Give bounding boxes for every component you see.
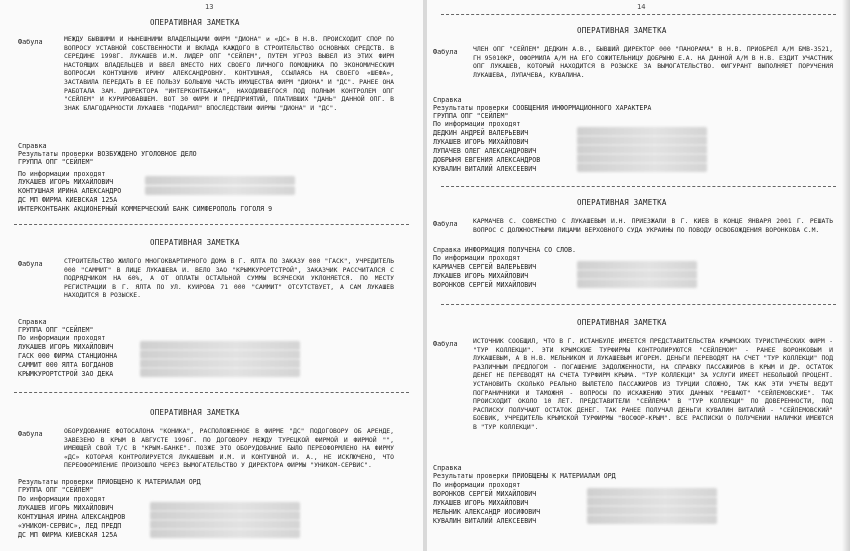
fabula-label: Фабула [433,340,458,348]
result-line: Результаты проверки СООБЩЕНИЯ ИНФОРМАЦИОННОГО ХАРАКТЕРА [433,104,652,112]
person-line: МЕЛЬНИК АЛЕКСАНДР ИОСИФОВИЧ [433,508,541,516]
memo-text: СТРОИТЕЛЬСТВО ЖИЛОГО МНОГОКВАРТИРНОГО ДОМА В Г. ЯЛТА ПО ЗАКАЗУ 000 "ГАСК", УЧРЕДИТЕЛЬ 000 "САММИТ" В ЛИЦЕ ЛУКАШЕВА И. ВЕЛО ЗАО "КРЫМКУРОРТСТРОЙ", ЗАКАЗЧИК РАССЧИТАЛСЯ С ПОДРЯДЧИКОМ НА 60%, А ОТ ОПЛАТЫ ОСТАЛЬНОЙ СУММЫ ВСЯЧЕСКИ УКЛОНЯЕТСЯ. ПО МЕСТУ РЕГИСТРАЦИИ В Г. ЯЛТА ПО УЛ. КУИРОВА 71 000 "САММИТ" ОТСУТСТВУЕТ, А САМ ЛУКАШЕВ НАХОДИТСЯ В РОЗЫСКЕ. [64,257,394,300]
info-line: По информации проходят [433,481,521,489]
spravka-label: Справка [433,464,462,472]
memo-title: ОПЕРАТИВНАЯ ЗАМЕТКА [150,18,240,27]
scan-edge-shadow [842,0,850,551]
person-line: КАРМАЧЕВ СЕРГЕЙ ВАЛЕРЬЕВИЧ [433,263,537,271]
redaction-blur [577,154,707,163]
redaction-blur [150,511,300,520]
memo-title: ОПЕРАТИВНАЯ ЗАМЕТКА [577,318,667,327]
redaction-blur [577,261,697,270]
redaction-blur [145,176,295,185]
memo-text: ОБОРУДОВАНИЕ ФОТОСАЛОНА "КОНИКА", РАСПОЛОЖЕННОЕ В ФИРМЕ "ДС" ПОДОГОВОРУ ОБ АРЕНДЕ, ЗАВЕЗЕНО В КРЫМ В АВГУСТЕ 1996Г. ПО ДОГОВОРУ МЕЖДУ ТУРЕЦКОЙ ФИРМОЙ И ФИРМОЙ "", ИМЕЮЩЕЙ СВОЙ Т/С В "КРЫМ-БАНКЕ". ПОЗЖЕ ЭТО ОБОРУДОВАНИЕ БЫЛО ПЕРЕОФОРМЛЕНО НА ФИРМУ «ДС» КОТОРАЯ КОНТРОЛИРУЕТСЯ ЛУКАШЕВЫМ И.М. И КОНТУШНОЙ И. А., НЕ ИСКЛЮЧЕНО, ЧТО ПЕРЕОФОРМЛЕНИЕ ПРОИЗОШЛО ЧЕРЕЗ ВЫМОГАТЕЛЬСТВО У ДИРЕКТОРА ФИРМЫ "УНИКОМ-СЕРВИС". [64,427,394,470]
redaction-blur [140,350,300,359]
memo-title: ОПЕРАТИВНАЯ ЗАМЕТКА [150,238,240,247]
person-line: КОНТУШНАЯ ИРИНА АЛЕКСАНДРО [18,187,122,195]
group-line: ГРУППА ОПГ "СЕЙЛЕМ" [18,326,94,334]
info-line: По информации проходят [18,170,106,178]
entity-line: КРЫМКУРОРТСТРОЙ ЗАО ДЕКА [18,370,114,378]
entity-line: ГАСК 000 ФИРМА СТАНЦИОННА [18,352,118,360]
entity-line: САММИТ 000 ЯЛТА БОГДАНОВ [18,361,114,369]
group-line: ГРУППА ОПГ "СЕЙЛЕМ" [18,486,94,494]
spravka-label: Справка [18,318,47,326]
person-line: ЛУКАШЕВ ИГОРЬ МИХАЙЛОВИЧ [433,272,529,280]
group-line: ГРУППА ОПГ "СЕЙЛЕМ" [433,112,509,120]
spravka-label: Справка [18,142,47,150]
person-line: ЛУКАШЕВ ИГОРЬ МИХАЙЛОВИЧ [433,138,529,146]
memo-separator [14,392,409,393]
info-line: По информации проходят [18,495,106,503]
redaction-blur [587,506,717,515]
person-line: КУВАЛИН ВИТАЛИЙ АЛЕКСЕЕВИЧ [433,517,537,525]
person-line: ДОБРЫНЯ ЕВГЕНИЯ АЛЕКСАНДРОВ [433,156,541,164]
fabula-label: Фабула [18,260,43,268]
fabula-label: Фабула [18,38,43,46]
person-line: ВОРОНКОВ СЕРГЕЙ МИХАЙЛОВИЧ [433,490,537,498]
memo-text: КАРМАЧЕВ С. СОВМЕСТНО С ЛУКАШЕВЫМ И.Н. ПРИЕЗЖАЛИ В Г. КИЕВ В КОНЦЕ ЯНВАРЯ 2001 Г. РЕШАТЬ ВОПРОС С ДОЛЖНОСТНЫМИ ЛИЦАМИ ВЕРХОВНОГО СУДА УКРАИНЫ ПО ПОВОДУ ОСВОБОЖДЕНИЯ ВОРОНКОВА С.М. [473,217,833,234]
memo-text: ЧЛЕН ОПГ "СЕЙЛЕМ" ДЕДКИН А.В., БЫВШИЙ ДИРЕКТОР 000 "ПАНОРАМА" В Н.В. ПРИОБРЕЛ А/М БМВ-3521, ГН 95010КР, ОФОРМИЛА А/М НА ЕГО СОЖИТЕЛЬНИЦУ ДОБРЫНЮ Е.А. НА ДАННОЙ А/М В Н.В. ЕЗДИТ УЧАСТНИК ОПГ ЛУКАШЕВ, КОТОРЫЙ НАХОДИТСЯ В РОЗЫСКЕ ЗА ВЫМОГАТЕЛЬСТВО. ФИГУРАНТ ВЫПОЛНЯЕТ ПОРУЧЕНИЯ ЛУКАШЕВА, ЛУПАЧЕВА, КУВАЛИНА. [473,45,833,79]
person-line: ДЕДКИН АНДРЕЙ ВАЛЕРЬЕВИЧ [433,129,529,137]
fabula-label: Фабула [18,430,43,438]
entity-line: ИНТЕРКОНТБАНК АКЦИОНЕРНЫЙ КОММЕРЧЕСКИЙ БАНК СИМФЕРОПОЛЬ ГОГОЛЯ 9 [18,205,273,213]
redaction-blur [587,497,717,506]
redaction-blur [150,529,300,538]
person-line: ЛУПАЧЕВ ОЛЕГ АЛЕКСАНДРОВИЧ [433,147,537,155]
memo-separator [441,186,836,187]
info-line: По информации проходят [433,120,521,128]
document-page-left [0,0,423,551]
redaction-blur [140,359,300,368]
document-page-right [427,0,850,551]
entity-line: ДС МП ФИРМА КИЕВСКАЯ 125А [18,531,118,539]
fabula-label: Фабула [433,220,458,228]
memo-separator [441,304,836,305]
memo-text: ИСТОЧНИК СООБЩИЛ, ЧТО В Г. ИСТАНБУЛЕ ИМЕЕТСЯ ПРЕДСТАВИТЕЛЬСТВА КРЫМСКИХ ТУРИСТИЧЕСКИХ ФИРМ - "ТУР КОЛЛЕКЦИ". ЭТИ КРЫМСКИЕ ТУРФИРМЫ КОНТРОЛИРУЮТСЯ "СЕЙЛЕМОМ" - РАНЕЕ ВОРОНКОВЫМ И ЛУКАШЕВЫМ, А В Н.В. МЕЛЬНИКОМ И ЛУКАШЕВЫМ ИГОРЕМ. ДЕНЬГИ ПЕРЕВОДЯТ НА СЧЕТ "ТУР КОЛЛЕКЦИ" ПОД РАЗЛИЧНЫМ ПРЕДЛОГОМ - ПОГАШЕНИЕ ЗАДОЛЖЕННОСТИ, НА СПРАВКУ ПАССАЖИРОВ В КРЫМ И ДР. ОСТАТОК ДЕНЕГ НЕ ПЕРЕВОДЯТ НА СЧЕТА ТУРФИРМ КРЫМА. "ТУР КОЛЛЕКЦИ" ЗА УСЛУГИ ИМЕЕТ НЕБОЛЬШОЙ ПРОЦЕНТ. УСТАНОВИТЬ СКОЛЬКО РЕАЛЬНО ВЫЛЕТЕЛО ПАССАЖИРОВ ИЗ ТУРЦИИ СЛОЖНО, ТАК КАК ЭТИ УЧЕТЫ ВЕДУТ ПОГРАНИЧНИКИ И ТАМОЖНЯ - ВОПРОСЫ ПО ИСКАЖЕНИЮ ЭТИХ ДАННЫХ "РЕШАЮТ" "СЕЙЛЕМОВСКИЕ". ТАК ПРОИСХОДИТ ОКОЛО 10 ЛЕТ. ПРЕДСТАВИТЕЛИ "СЕЙЛЕМА" В "ТУР КОЛЛЕКЦИ" ПО ДОВЕРЕННОСТИ, ПОД РАСПИСКУ ПОЛУЧАЮТ ОСТАТОК ДЕНЕГ. ТАК РАНЕЕ ПОЛУЧАЛ ДЕНЬГИ КУВАЛИН ВИТАЛИЙ - "СЕЙЛЕМОВСКИЙ" БОЕВИК, УЧРЕДИТЕЛЬ КРЫМСКОЙ ТУРФИРМЫ "ВОСФОР-КРЫМ". ВСЕ РАСПИСКИ О ПОЛУЧЕНИИ НАЛИЧКИ ИМЕЮТСЯ В "ТУР КОЛЛЕКЦИ". [473,337,833,431]
redaction-blur [577,270,697,279]
memo-title: ОПЕРАТИВНАЯ ЗАМЕТКА [577,198,667,207]
redaction-blur [587,515,717,524]
page-number: 13 [205,3,214,11]
person-line: ЛУКАШЕВ ИГОРЬ МИХАЙЛОВИЧ [18,504,114,512]
redaction-blur [140,341,300,350]
redaction-blur [140,368,300,377]
redaction-blur [587,488,717,497]
redaction-blur [150,520,300,529]
redaction-blur [577,145,707,154]
redaction-blur [577,136,707,145]
spravka-line: Справка ИНФОРМАЦИЯ ПОЛУЧЕНА СО СЛОВ. [433,246,576,254]
info-line: По информации проходят [18,334,106,342]
redaction-blur [145,186,295,195]
info-line: По информации проходят [433,254,521,262]
fabula-label: Фабула [433,48,458,56]
redaction-blur [577,163,707,172]
memo-text: МЕЖДУ БЫВШИМИ И НЫНЕШНИМИ ВЛАДЕЛЬЦАМИ ФИРМ "ДИОНА" и «ДС» В Н.В. ПРОИСХОДИТ СПОР ПО ВОПРОСУ УСТАВНОЙ СОБСТВЕННОСТИ И ВКЛАДА КАЖДОГО В СТРОИТЕЛЬСТВО ОСНОВНЫХ СРЕДСТВ. В СЕРЕДИНЕ 1998Г. ЛУКАШЕВ И.М. ЛИДЕР ОПГ "СЕЙЛЕМ", ПУТЕМ УГРОЗ ВЫВЕЛ ИЗ ЭТИХ ФИРМ НАСТОЯЩИХ ВЛАДЕЛЬЦЕВ И ВВЕЛ ВМЕСТО НИХ СВОЕГО ЛИЧНОГО ПОМОЩНИКА ПО ЭКОНОМИЧЕСКИМ ВОПРОСАМ КОНТУШНУЮ ИРИНУ АЛЕКСАНДРОВНУ. КОНТУШНАЯ, ССЫЛАЯСЬ НА СВОЕГО «ШЕФА», ЗАСТАВИЛА ПЕРЕДАТЬ В ЕЕ ПОЛЬЗУ БОЛЬШУЮ ЧАСТЬ ИМУЩЕСТВА ФИРМ "ДИОНА" И "ДС". РАНЕЕ ОНА РАБОТАЛА ЗАМ. ДИРЕКТОРА "ИНТЕРКОНТБАНКА", НАХОДИВШЕГОСЯ ПОД ПОЛНЫМ КОНТРОЛЕМ ОПГ "СЕЙЛЕМ" И КУРИРОВАВШЕМ. ВОТ 30 ФИРМ И ПРЕДПРИЯТИЙ, ПЛАТИВШИХ "ДАНЬ" ДАННОЙ ОПГ. В ЗНАК БЛАГОДАРНОСТИ ЛУКАШЕВ "ПОДАРИЛ" ВПОСЛЕДСТВИИ ФИРМЫ "ДИОНА" И "ДС". [64,35,394,112]
entity-line: «УНИКОМ-СЕРВИС», ЛЕД ПРЕДП [18,522,122,530]
spravka-label: Справка [433,96,462,104]
person-line: ЛУКАШЕВ ИГОРЬ МИХАЙЛОВИЧ [433,499,529,507]
redaction-blur [150,502,300,511]
redaction-blur [577,127,707,136]
group-line: ГРУППА ОПГ "СЕЙЛЕМ" [18,158,94,166]
redaction-blur [577,279,697,288]
memo-separator [14,224,409,225]
person-line: ЛУКАШЕВ ИГОРЬ МИХАЙЛОВИЧ [18,343,114,351]
result-line: Результаты проверки ПРИОБЩЕНЫ К МАТЕРИАЛАМ ОРД [433,472,616,480]
person-line: КОНТУШНАЯ ИРИНА АЛЕКСАНДРОВ [18,513,126,521]
entity-line: ДС МП ФИРМА КИЕВСКАЯ 125А [18,196,118,204]
person-line: КУВАЛИН ВИТАЛИЙ АЛЕКСЕЕВИЧ [433,165,537,173]
page-number: 14 [637,3,646,11]
result-line: Результаты проверки ПРИОБЩЕНО К МАТЕРИАЛАМ ОРД [18,478,201,486]
person-line: ЛУКАШЕВ ИГОРЬ МИХАЙЛОВИЧ [18,178,114,186]
memo-title: ОПЕРАТИВНАЯ ЗАМЕТКА [577,26,667,35]
memo-separator [441,14,836,15]
memo-title: ОПЕРАТИВНАЯ ЗАМЕТКА [150,408,240,417]
person-line: ВОРОНКОВ СЕРГЕЙ МИХАЙЛОВИЧ [433,281,537,289]
result-line: Результаты проверки ВОЗБУЖДЕНО УГОЛОВНОЕ ДЕЛО [18,150,197,158]
